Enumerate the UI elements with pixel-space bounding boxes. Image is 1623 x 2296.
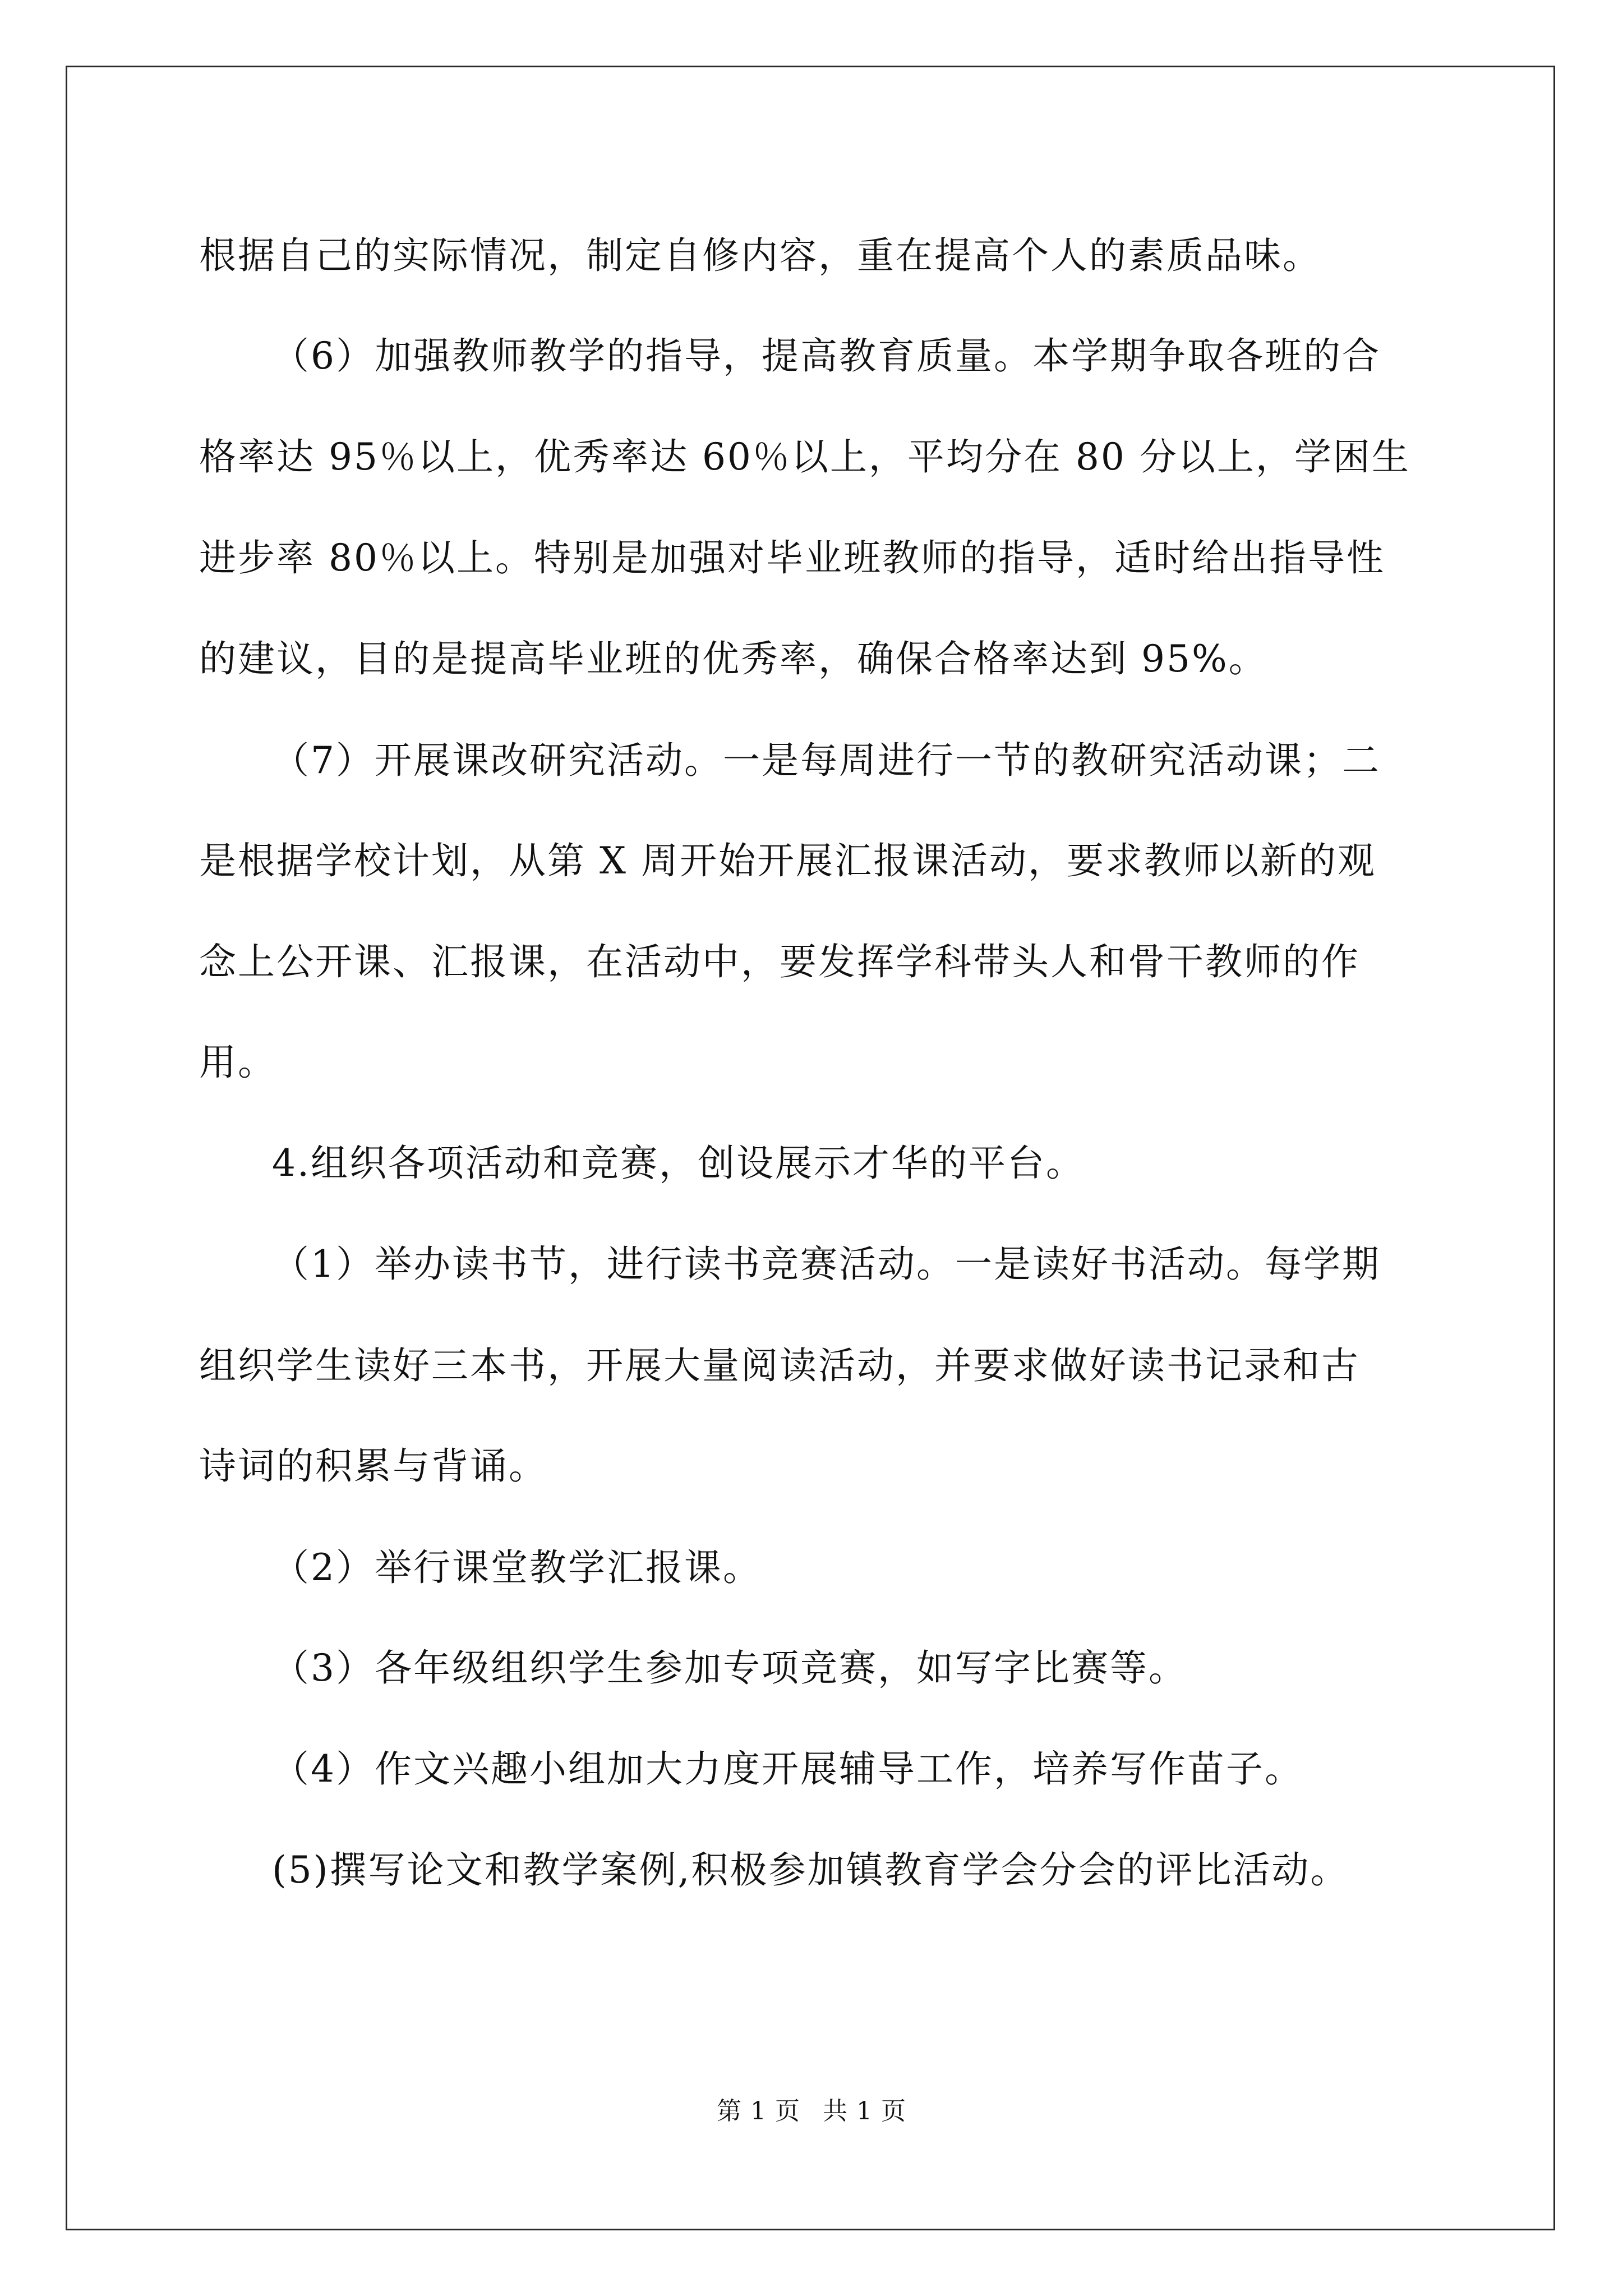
page-number: 第 1 页 xyxy=(717,2097,800,2125)
item-2: （2）举行课堂教学汇报课。 xyxy=(272,1546,762,1589)
item-1-line-1: （1）举办读书节，进行读书竞赛活动。一是读好书活动。每学期 xyxy=(272,1243,1381,1286)
paragraph-6-line-4: 的建议，目的是提高毕业班的优秀率，确保合格率达到 95%。 xyxy=(199,637,1267,680)
paragraph-7-line-3: 念上公开课、汇报课，在活动中，要发挥学科带头人和骨干教师的作 xyxy=(199,940,1360,983)
paragraph-6-line-1: （6）加强教师教学的指导，提高教育质量。本学期争取各班的合 xyxy=(272,334,1381,378)
item-1-line-3: 诗词的积累与背诵。 xyxy=(199,1444,547,1488)
item-1-line-2: 组织学生读好三本书，开展大量阅读活动，并要求做好读书记录和古 xyxy=(199,1344,1360,1387)
text-line-1: 根据自己的实际情况，制定自修内容，重在提高个人的素质品味。 xyxy=(199,234,1321,277)
item-5: (5)撰写论文和教学案例,积极参加镇教育学会分会的评比活动。 xyxy=(272,1848,1349,1892)
paragraph-7-line-4: 用。 xyxy=(199,1041,276,1084)
item-4: （4）作文兴趣小组加大力度开展辅导工作，培养写作苗子。 xyxy=(272,1747,1303,1791)
paragraph-6-line-3: 进步率 80％以上。特别是加强对毕业班教师的指导，适时给出指导性 xyxy=(199,536,1385,579)
paragraph-7-line-2: 是根据学校计划，从第 X 周开始开展汇报课活动，要求教师以新的观 xyxy=(199,839,1376,882)
section-4-heading: 4.组织各项活动和竞赛，创设展示才华的平台。 xyxy=(272,1142,1085,1185)
paragraph-7-line-1: （7）开展课改研究活动。一是每周进行一节的教研究活动课；二 xyxy=(272,739,1381,782)
paragraph-6-line-2: 格率达 95％以上，优秀率达 60％以上，平均分在 80 分以上，学困生 xyxy=(199,435,1410,478)
page-total: 共 1 页 xyxy=(823,2097,906,2125)
item-3: （3）各年级组织学生参加专项竞赛，如写字比赛等。 xyxy=(272,1646,1187,1690)
page-footer xyxy=(0,2096,1623,2127)
